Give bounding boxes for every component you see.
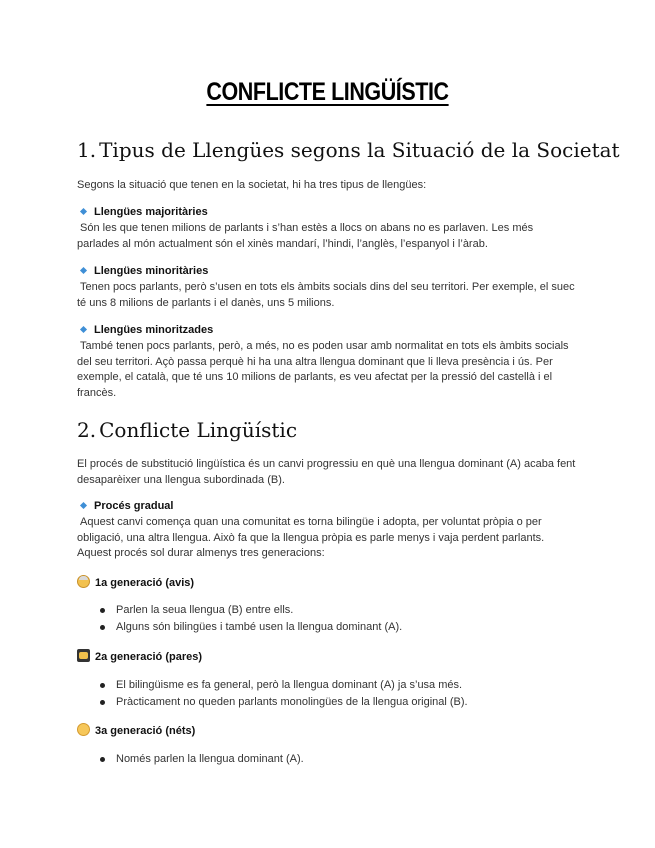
generation-1-list [100,602,402,636]
list-item: Parlen la seua llengua (B) entre ells. [100,602,402,619]
generation-2-list [100,677,468,711]
generation-label: 2a generació (pares) [95,651,202,663]
item-minoritzades-label [80,324,213,336]
list-item: Només parlen la llengua dominant (A). [100,751,304,768]
section2-heading [77,418,297,442]
process-label [80,500,173,512]
generation-label: 3a generació (néts) [95,725,196,737]
list-item: El bilingüisme es fa general, però la llengua dominant (A) ja s’usa més. [100,677,468,694]
generation-label: 1a generació (avis) [95,577,195,589]
generation-3-heading [77,723,195,737]
generation-2-heading [77,649,202,663]
item-label: Llengües minoritzades [94,324,214,336]
section1-heading-text: Tipus de Llengües segons la Situació de la Societat [99,138,620,162]
generation-1-heading [77,575,194,589]
section1-number: 1. [77,138,97,162]
process-text: Aquest canvi comença quan una comunitat es torna bilingüe i adopta, per voluntat pròpia o per obligació, una altra llengua. Això fa que la llengua pròpia es parle menys i vaja perdent parlants. Aquest procés sol durar almenys tres generacions: [77,516,545,559]
family-icon [77,649,90,662]
page-title: CONFLICTE LINGÜÍSTIC [206,78,449,106]
list-item: Pràcticament no queden parlants monolingües de la llengua original (B). [100,694,468,711]
list-item: Alguns són bilingües i també usen la llengua dominant (A). [100,619,402,636]
item-minoritzades-text: També tenen pocs parlants, però, a més, no es poden usar amb normalitat en tots els àmbits socials del seu territori. Açò passa perquè hi ha una altra llengua dominant que li lleva presència i ús. Per exemple, el català, que té uns 10 milions de parlants, es veu afectat per la pressió del castellà i el francès. [77,340,569,399]
diamond-bullet-icon [80,267,87,274]
section1-heading [77,138,620,162]
item-majoritaries-label [80,206,208,218]
section1-intro: Segons la situació que tenen en la societat, hi ha tres tipus de llengües: [77,179,427,191]
diamond-bullet-icon [80,502,87,509]
older-person-icon [77,575,90,588]
item-label: Llengües majoritàries [94,206,208,218]
section2-number: 2. [77,418,97,442]
item-majoritaries-text: Són les que tenen milions de parlants i s’han estès a llocs on abans no es parlaven. Les més parlades al món actualment són el xinès mandarí, l’hindi, l’anglès, l’espanyol i l’àrab. [77,222,534,250]
diamond-bullet-icon [80,208,87,215]
diamond-bullet-icon [80,326,87,333]
item-label: Procés gradual [94,500,174,512]
section2-heading-text: Conflicte Lingüístic [99,418,298,442]
generation-3-list [100,751,304,768]
item-minoritaries-text: Tenen pocs parlants, però s’usen en tots els àmbits socials dins del seu territori. Per exemple, el suec té uns 8 milions de parlants i el danès, uns 5 milions. [77,281,575,309]
section2-intro: El procés de substitució lingüística és un canvi progressiu en què una llengua dominant (A) acaba fent desaparèixer una llengua subordinada (B). [77,458,576,486]
item-minoritaries-label [80,265,208,277]
item-label: Llengües minoritàries [94,265,209,277]
baby-icon [77,723,90,736]
